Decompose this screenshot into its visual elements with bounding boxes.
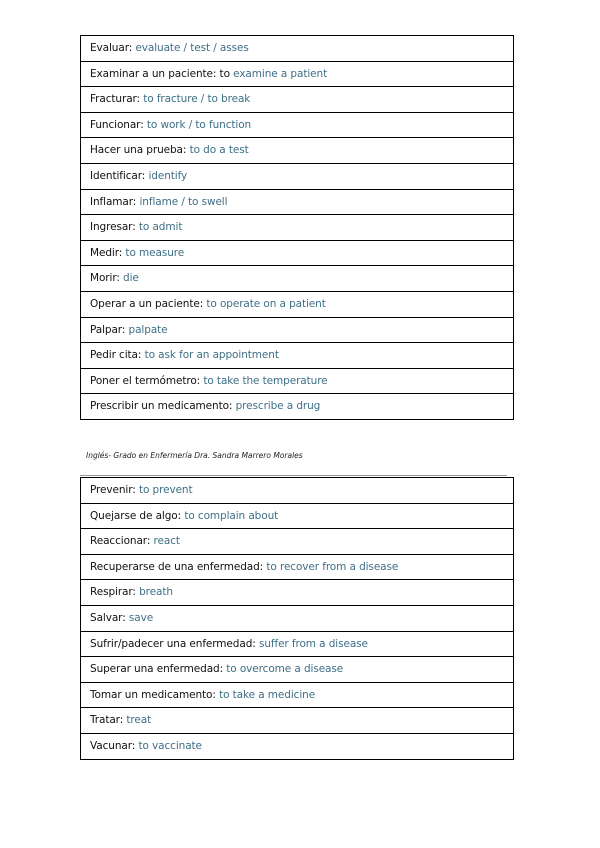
table-row (81, 733, 514, 759)
spanish-term: Superar una enfermedad: (90, 663, 224, 676)
english-translation: to work / to function (146, 118, 252, 131)
spanish-term: Sufrir/padecer una enfermedad: (90, 637, 256, 650)
vocab-cell (81, 266, 514, 292)
spanish-term: Fracturar: (90, 93, 140, 106)
vocab-cell (81, 733, 514, 759)
spanish-term: Operar a un paciente: (90, 297, 204, 310)
vocab-cell (81, 163, 514, 189)
spanish-term: Prevenir: (90, 484, 136, 497)
vocab-cell (81, 138, 514, 164)
english-translation: to overcome a disease (226, 663, 344, 676)
spanish-term: Tomar un medicamento: (90, 688, 216, 701)
table-row (81, 291, 514, 317)
english-translation: treat (126, 714, 152, 727)
spanish-term: Hacer una prueba: (90, 144, 187, 157)
spanish-term: Respirar: (90, 586, 136, 599)
table-row (81, 87, 514, 113)
vocab-cell (81, 554, 514, 580)
english-translation: to do a test (189, 144, 249, 157)
english-translation: identify (148, 170, 188, 183)
vocab-cell (81, 291, 514, 317)
spanish-term: Funcionar: (90, 118, 144, 131)
spanish-term: Salvar: (90, 612, 126, 625)
table-row (81, 478, 514, 504)
english-translation: prescribe a drug (235, 400, 321, 413)
table-row (81, 266, 514, 292)
english-translation: to recover from a disease (266, 560, 399, 573)
table-row (81, 368, 514, 394)
table-row (81, 240, 514, 266)
spanish-term: Identificar: (90, 170, 146, 183)
table-row (81, 708, 514, 734)
vocab-cell (81, 503, 514, 529)
vocab-cell (81, 215, 514, 241)
table-row (81, 36, 514, 62)
table-row (81, 682, 514, 708)
english-translation: to ask for an appointment (144, 349, 279, 362)
table-row (81, 112, 514, 138)
table-row (81, 503, 514, 529)
footer-divider (80, 475, 507, 476)
english-translation: to complain about (184, 509, 279, 522)
english-translation: suffer from a disease (258, 637, 368, 650)
table-row (81, 343, 514, 369)
vocab-cell (81, 580, 514, 606)
english-translation: to take a medicine (219, 688, 316, 701)
vocab-cell (81, 478, 514, 504)
vocab-cell (81, 605, 514, 631)
table-row (81, 554, 514, 580)
vocab-cell (81, 343, 514, 369)
table-row (81, 317, 514, 343)
table-row (81, 61, 514, 87)
spanish-term: Vacunar: (90, 739, 136, 752)
spanish-term: Medir: (90, 246, 123, 259)
spanish-term: Palpar: (90, 323, 126, 336)
english-translation: breath (139, 586, 173, 599)
english-translation: inflame / to swell (139, 195, 228, 208)
table-row (81, 657, 514, 683)
vocab-cell (81, 87, 514, 113)
spanish-term: Pedir cita: (90, 349, 142, 362)
english-translation: palpate (128, 323, 168, 336)
spanish-term: Morir: (90, 272, 120, 285)
vocab-cell (81, 189, 514, 215)
vocab-cell (81, 36, 514, 62)
spanish-term: Evaluar: (90, 42, 133, 55)
table-row (81, 631, 514, 657)
vocabulary-table-2 (80, 477, 514, 760)
vocab-cell (81, 240, 514, 266)
vocab-cell (81, 61, 514, 87)
spanish-term: Poner el termómetro: (90, 374, 201, 387)
vocabulary-table-2-body (81, 478, 514, 760)
english-translation: to take the temperature (203, 374, 328, 387)
vocab-cell (81, 368, 514, 394)
vocabulary-table-1 (80, 35, 514, 420)
spanish-term: Ingresar: (90, 221, 136, 234)
spanish-term: Prescribir un medicamento: (90, 400, 233, 413)
vocab-cell (81, 708, 514, 734)
vocab-cell (81, 394, 514, 420)
spanish-term: Inflamar: (90, 195, 137, 208)
vocab-cell (81, 657, 514, 683)
vocab-cell (81, 529, 514, 555)
spanish-term: Recuperarse de una enfermedad: (90, 560, 264, 573)
english-translation: die (123, 272, 139, 285)
english-translation: evaluate / test / asses (135, 42, 249, 55)
table-row (81, 580, 514, 606)
vocab-cell (81, 631, 514, 657)
spanish-term: Tratar: (90, 714, 124, 727)
page-footer: Inglés- Grado en Enfermería Dra. Sandra Marrero Morales (86, 451, 303, 460)
spanish-term: Reaccionar: (90, 535, 151, 548)
table-row (81, 605, 514, 631)
table-row (81, 138, 514, 164)
english-translation: react (153, 535, 180, 548)
english-translation: to fracture / to break (143, 93, 251, 106)
english-translation: to operate on a patient (206, 297, 326, 310)
table-row (81, 215, 514, 241)
table-row (81, 189, 514, 215)
table-row (81, 529, 514, 555)
spanish-term: Examinar a un paciente: to (90, 67, 230, 80)
vocab-cell (81, 317, 514, 343)
english-translation: to prevent (138, 484, 193, 497)
spanish-term: Quejarse de algo: (90, 509, 182, 522)
vocabulary-table-1-body (81, 36, 514, 420)
english-translation: to vaccinate (138, 739, 202, 752)
english-translation: examine a patient (233, 67, 328, 80)
vocab-cell (81, 112, 514, 138)
english-translation: to admit (138, 221, 183, 234)
table-row (81, 163, 514, 189)
vocab-cell (81, 682, 514, 708)
english-translation: to measure (125, 246, 185, 259)
table-row (81, 394, 514, 420)
english-translation: save (128, 612, 154, 625)
